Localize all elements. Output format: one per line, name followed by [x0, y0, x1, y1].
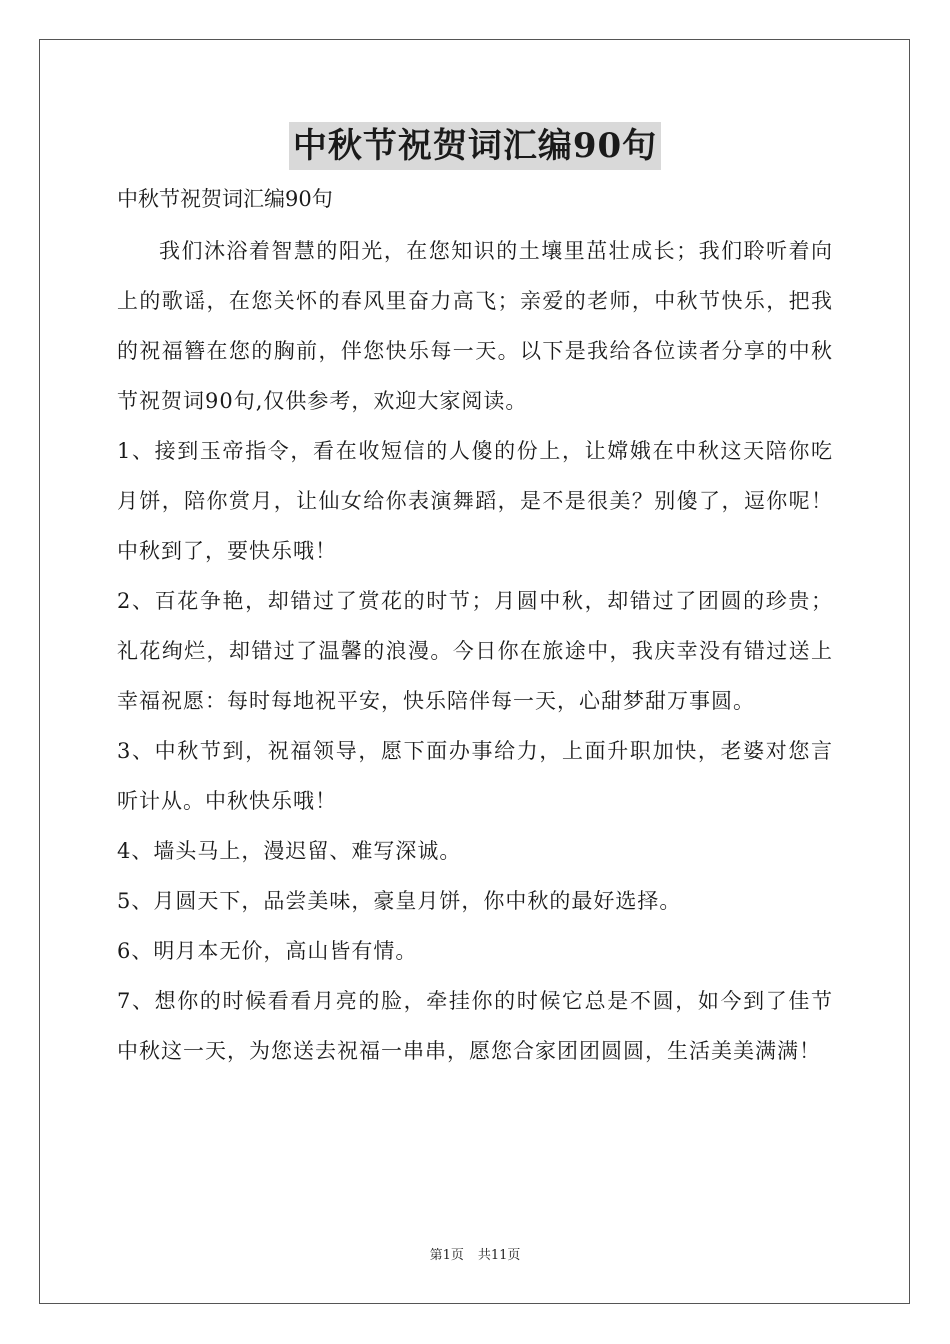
list-item: 5、月圆天下，品尝美味，豪皇月饼，你中秋的最好选择。 — [117, 889, 682, 913]
page-number: 第1页 — [429, 1248, 464, 1263]
document-body — [117, 226, 833, 1076]
list-item: 6、明月本无价，高山皆有情。 — [117, 939, 418, 963]
document-title: 中秋节祝贺词汇编90句 — [289, 122, 661, 170]
list-item: 4、墙头马上，漫迟留、难写深诚。 — [117, 839, 462, 863]
page-total: 共11页 — [477, 1248, 521, 1263]
intro-paragraph: 我们沐浴着智慧的阳光，在您知识的土壤里茁壮成长；我们聆听着向上的歌谣，在您关怀的春风里奋力高飞；亲爱的老师，中秋节快乐，把我的祝福簪在您的胸前，伴您快乐每一天。以下是我给各位读者分享的中秋节祝贺词90句,仅供参考，欢迎大家阅读。 — [117, 239, 833, 413]
list-item: 7、想你的时候看看月亮的脸，牵挂你的时候它总是不圆，如今到了佳节中秋这一天，为您送去祝福一串串，愿您合家团团圆圆，生活美美满满！ — [117, 989, 833, 1063]
list-item: 3、中秋节到，祝福领导，愿下面办事给力，上面升职加快，老婆对您言听计从。中秋快乐哦！ — [117, 739, 833, 813]
document-subtitle: 中秋节祝贺词汇编90句 — [117, 187, 333, 211]
page-footer — [0, 1246, 950, 1266]
list-item: 1、接到玉帝指令，看在收短信的人傻的份上，让嫦娥在中秋这天陪你吃月饼，陪你赏月，让仙女给你表演舞蹈，是不是很美？别傻了，逗你呢！中秋到了，要快乐哦！ — [117, 439, 833, 563]
list-item: 2、百花争艳，却错过了赏花的时节；月圆中秋，却错过了团圆的珍贵；礼花绚烂，却错过了温馨的浪漫。今日你在旅途中，我庆幸没有错过送上幸福祝愿：每时每地祝平安，快乐陪伴每一天，心甜梦甜万事圆。 — [117, 589, 833, 713]
title-container — [0, 122, 950, 170]
